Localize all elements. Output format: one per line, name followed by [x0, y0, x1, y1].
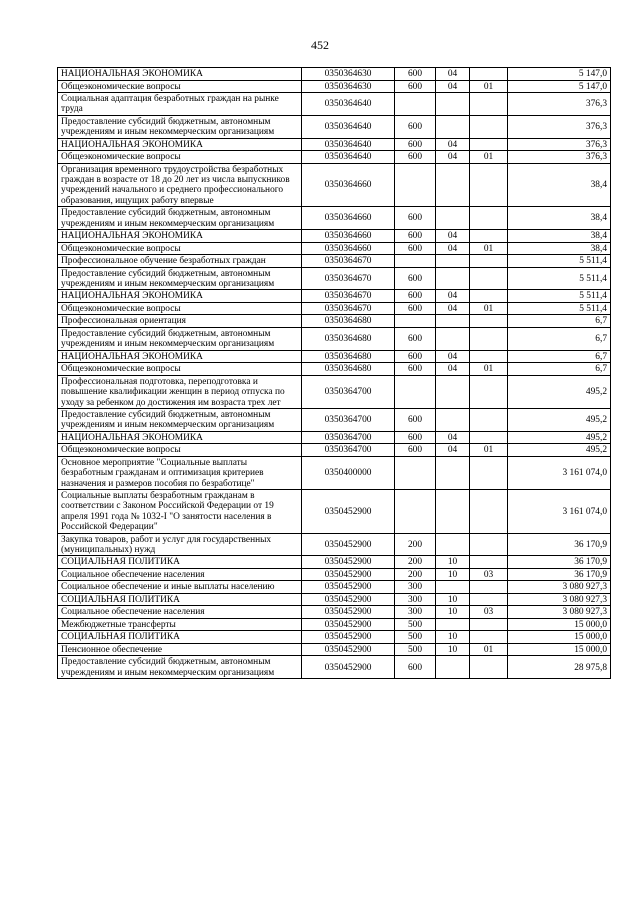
row-name-cell: Профессиональная ориентация [58, 315, 302, 328]
amount-cell: 5 511,4 [508, 302, 611, 315]
section-cell [436, 533, 470, 556]
row-name-cell: Профессиональное обучение безработных граждан [58, 255, 302, 268]
amount-cell: 6,7 [508, 363, 611, 376]
target-code-cell: 0350452900 [302, 593, 395, 606]
section-cell: 04 [436, 350, 470, 363]
subsection-cell [470, 138, 508, 151]
table-row [58, 327, 611, 350]
expense-type-cell: 500 [395, 643, 436, 656]
row-name-cell: Общеэкономические вопросы [58, 444, 302, 457]
section-cell [436, 315, 470, 328]
row-name-cell: НАЦИОНАЛЬНАЯ ЭКОНОМИКА [58, 431, 302, 444]
subsection-cell: 03 [470, 568, 508, 581]
section-cell: 04 [436, 230, 470, 243]
amount-cell: 5 147,0 [508, 68, 611, 81]
section-cell: 10 [436, 556, 470, 569]
expense-type-cell: 600 [395, 290, 436, 303]
target-code-cell: 0350364670 [302, 302, 395, 315]
table-row [58, 568, 611, 581]
section-cell: 10 [436, 643, 470, 656]
row-name-cell: Закупка товаров, работ и услуг для государственных (муниципальных) нужд [58, 533, 302, 556]
row-name-cell: СОЦИАЛЬНАЯ ПОЛИТИКА [58, 593, 302, 606]
section-cell [436, 93, 470, 116]
row-name-cell: Общеэкономические вопросы [58, 242, 302, 255]
subsection-cell [470, 255, 508, 268]
table-row [58, 408, 611, 431]
row-name-cell: Социальные выплаты безработным гражданам в соответствии с Законом Российской Федерации от 19 апреля 1991 года № 1032-I "О занятости населения в Российской Федерации" [58, 489, 302, 533]
expense-type-cell [395, 163, 436, 207]
row-name-cell: Общеэкономические вопросы [58, 80, 302, 93]
target-code-cell: 0350452900 [302, 581, 395, 594]
expense-type-cell: 500 [395, 631, 436, 644]
expense-type-cell: 600 [395, 115, 436, 138]
section-cell [436, 375, 470, 408]
table-row [58, 302, 611, 315]
subsection-cell [470, 68, 508, 81]
table-row [58, 444, 611, 457]
row-name-cell: Предоставление субсидий бюджетным, автономным учреждениям и иным некоммерческим организациям [58, 207, 302, 230]
table-row [58, 255, 611, 268]
section-cell [436, 489, 470, 533]
expense-type-cell: 200 [395, 533, 436, 556]
target-code-cell: 0350452900 [302, 618, 395, 631]
subsection-cell [470, 375, 508, 408]
target-code-cell: 0350364630 [302, 80, 395, 93]
section-cell: 10 [436, 631, 470, 644]
table-row [58, 290, 611, 303]
subsection-cell [470, 431, 508, 444]
row-name-cell: Предоставление субсидий бюджетным, автономным учреждениям и иным некоммерческим организациям [58, 115, 302, 138]
amount-cell: 38,4 [508, 230, 611, 243]
row-name-cell: Общеэкономические вопросы [58, 363, 302, 376]
amount-cell: 38,4 [508, 163, 611, 207]
section-cell: 10 [436, 606, 470, 619]
target-code-cell: 0350400000 [302, 456, 395, 489]
expense-type-cell: 600 [395, 363, 436, 376]
row-name-cell: НАЦИОНАЛЬНАЯ ЭКОНОМИКА [58, 350, 302, 363]
subsection-cell [470, 350, 508, 363]
amount-cell: 3 080 927,3 [508, 606, 611, 619]
target-code-cell: 0350364700 [302, 431, 395, 444]
subsection-cell [470, 290, 508, 303]
expense-type-cell: 600 [395, 408, 436, 431]
subsection-cell [470, 656, 508, 679]
row-name-cell: Предоставление субсидий бюджетным, автономным учреждениям и иным некоммерческим организациям [58, 327, 302, 350]
expense-type-cell: 600 [395, 207, 436, 230]
section-cell [436, 163, 470, 207]
page-number: 452 [311, 38, 329, 52]
table-row [58, 375, 611, 408]
section-cell: 04 [436, 290, 470, 303]
subsection-cell: 03 [470, 606, 508, 619]
target-code-cell: 0350364640 [302, 93, 395, 116]
amount-cell: 495,2 [508, 444, 611, 457]
expense-type-cell [395, 315, 436, 328]
table-row [58, 618, 611, 631]
row-name-cell: Профессиональная подготовка, переподготовка и повышение квалификации женщин в период отпуска по уходу за ребенком до достижения им возраста трех лет [58, 375, 302, 408]
amount-cell: 3 080 927,3 [508, 593, 611, 606]
row-name-cell: Предоставление субсидий бюджетным, автономным учреждениям и иным некоммерческим организациям [58, 656, 302, 679]
target-code-cell: 0350452900 [302, 606, 395, 619]
table-row [58, 138, 611, 151]
expense-type-cell: 300 [395, 581, 436, 594]
amount-cell: 36 170,9 [508, 568, 611, 581]
expense-type-cell: 600 [395, 267, 436, 290]
expense-type-cell [395, 375, 436, 408]
row-name-cell: Социальное обеспечение и иные выплаты населению [58, 581, 302, 594]
table-row [58, 267, 611, 290]
target-code-cell: 0350364700 [302, 375, 395, 408]
target-code-cell: 0350452900 [302, 631, 395, 644]
subsection-cell [470, 631, 508, 644]
subsection-cell [470, 593, 508, 606]
expense-type-cell: 300 [395, 606, 436, 619]
row-name-cell: НАЦИОНАЛЬНАЯ ЭКОНОМИКА [58, 138, 302, 151]
subsection-cell [470, 115, 508, 138]
expense-type-cell: 600 [395, 350, 436, 363]
target-code-cell: 0350452900 [302, 568, 395, 581]
row-name-cell: Социальное обеспечение населения [58, 568, 302, 581]
section-cell: 04 [436, 302, 470, 315]
amount-cell: 6,7 [508, 327, 611, 350]
table-row [58, 456, 611, 489]
section-cell [436, 581, 470, 594]
target-code-cell: 0350452900 [302, 656, 395, 679]
table-row [58, 581, 611, 594]
row-name-cell: Предоставление субсидий бюджетным, автономным учреждениям и иным некоммерческим организациям [58, 267, 302, 290]
table-row [58, 363, 611, 376]
subsection-cell: 01 [470, 363, 508, 376]
target-code-cell: 0350364640 [302, 138, 395, 151]
table-row [58, 207, 611, 230]
section-cell [436, 327, 470, 350]
subsection-cell: 01 [470, 302, 508, 315]
subsection-cell [470, 230, 508, 243]
expense-type-cell: 200 [395, 556, 436, 569]
section-cell [436, 115, 470, 138]
row-name-cell: НАЦИОНАЛЬНАЯ ЭКОНОМИКА [58, 68, 302, 81]
amount-cell: 36 170,9 [508, 533, 611, 556]
row-name-cell: Пенсионное обеспечение [58, 643, 302, 656]
expense-type-cell: 300 [395, 593, 436, 606]
target-code-cell: 0350364700 [302, 408, 395, 431]
row-name-cell: Предоставление субсидий бюджетным, автономным учреждениям и иным некоммерческим организациям [58, 408, 302, 431]
amount-cell: 5 147,0 [508, 80, 611, 93]
subsection-cell: 01 [470, 151, 508, 164]
amount-cell: 3 080 927,3 [508, 581, 611, 594]
table-row [58, 315, 611, 328]
section-cell: 04 [436, 138, 470, 151]
table-row [58, 151, 611, 164]
subsection-cell: 01 [470, 444, 508, 457]
section-cell: 04 [436, 363, 470, 376]
table-row [58, 489, 611, 533]
section-cell: 10 [436, 593, 470, 606]
subsection-cell [470, 408, 508, 431]
table-row [58, 163, 611, 207]
expense-type-cell: 600 [395, 138, 436, 151]
target-code-cell: 0350364640 [302, 151, 395, 164]
amount-cell: 15 000,0 [508, 643, 611, 656]
section-cell [436, 656, 470, 679]
budget-table [57, 67, 611, 679]
budget-table-body [58, 68, 611, 679]
table-row [58, 656, 611, 679]
section-cell: 10 [436, 568, 470, 581]
expense-type-cell: 600 [395, 656, 436, 679]
subsection-cell [470, 93, 508, 116]
expense-type-cell: 600 [395, 230, 436, 243]
expense-type-cell: 600 [395, 151, 436, 164]
table-row [58, 115, 611, 138]
expense-type-cell: 200 [395, 568, 436, 581]
row-name-cell: СОЦИАЛЬНАЯ ПОЛИТИКА [58, 631, 302, 644]
row-name-cell: Социальная адаптация безработных граждан на рынке труда [58, 93, 302, 116]
target-code-cell: 0350364680 [302, 315, 395, 328]
section-cell [436, 408, 470, 431]
amount-cell: 376,3 [508, 138, 611, 151]
amount-cell: 15 000,0 [508, 618, 611, 631]
table-row [58, 593, 611, 606]
expense-type-cell: 600 [395, 302, 436, 315]
amount-cell: 28 975,8 [508, 656, 611, 679]
table-row [58, 431, 611, 444]
table-row [58, 68, 611, 81]
subsection-cell [470, 315, 508, 328]
section-cell [436, 456, 470, 489]
section-cell [436, 618, 470, 631]
table-row [58, 533, 611, 556]
row-name-cell: Межбюджетные трансферты [58, 618, 302, 631]
target-code-cell: 0350452900 [302, 533, 395, 556]
section-cell [436, 267, 470, 290]
target-code-cell: 0350364660 [302, 242, 395, 255]
subsection-cell [470, 207, 508, 230]
target-code-cell: 0350452900 [302, 489, 395, 533]
amount-cell: 6,7 [508, 315, 611, 328]
amount-cell: 3 161 074,0 [508, 489, 611, 533]
section-cell [436, 207, 470, 230]
target-code-cell: 0350364700 [302, 444, 395, 457]
amount-cell: 36 170,9 [508, 556, 611, 569]
amount-cell: 38,4 [508, 207, 611, 230]
amount-cell: 5 511,4 [508, 290, 611, 303]
section-cell: 04 [436, 444, 470, 457]
amount-cell: 495,2 [508, 375, 611, 408]
subsection-cell [470, 533, 508, 556]
target-code-cell: 0350364670 [302, 267, 395, 290]
amount-cell: 38,4 [508, 242, 611, 255]
amount-cell: 15 000,0 [508, 631, 611, 644]
expense-type-cell: 500 [395, 618, 436, 631]
table-row [58, 230, 611, 243]
subsection-cell [470, 163, 508, 207]
target-code-cell: 0350452900 [302, 643, 395, 656]
target-code-cell: 0350364630 [302, 68, 395, 81]
table-row [58, 242, 611, 255]
section-cell: 04 [436, 242, 470, 255]
target-code-cell: 0350364680 [302, 327, 395, 350]
table-row [58, 631, 611, 644]
row-name-cell: Общеэкономические вопросы [58, 302, 302, 315]
expense-type-cell [395, 93, 436, 116]
amount-cell: 5 511,4 [508, 255, 611, 268]
row-name-cell: Социальное обеспечение населения [58, 606, 302, 619]
subsection-cell [470, 267, 508, 290]
amount-cell: 6,7 [508, 350, 611, 363]
row-name-cell: Организация временного трудоустройства безработных граждан в возрасте от 18 до 20 лет из числа выпускников учреждений начального и среднего профессионального образования, ищущих работу впервые [58, 163, 302, 207]
expense-type-cell [395, 255, 436, 268]
row-name-cell: НАЦИОНАЛЬНАЯ ЭКОНОМИКА [58, 230, 302, 243]
subsection-cell: 01 [470, 643, 508, 656]
target-code-cell: 0350364670 [302, 290, 395, 303]
expense-type-cell: 600 [395, 242, 436, 255]
row-name-cell: НАЦИОНАЛЬНАЯ ЭКОНОМИКА [58, 290, 302, 303]
row-name-cell: Основное мероприятие "Социальные выплаты безработным гражданам и оптимизация критериев назначения и размеров пособия по безработице" [58, 456, 302, 489]
section-cell [436, 255, 470, 268]
subsection-cell [470, 618, 508, 631]
subsection-cell [470, 556, 508, 569]
amount-cell: 495,2 [508, 408, 611, 431]
target-code-cell: 0350364640 [302, 115, 395, 138]
section-cell: 04 [436, 151, 470, 164]
subsection-cell [470, 489, 508, 533]
amount-cell: 376,3 [508, 115, 611, 138]
amount-cell: 495,2 [508, 431, 611, 444]
table-row [58, 80, 611, 93]
expense-type-cell [395, 489, 436, 533]
expense-type-cell: 600 [395, 431, 436, 444]
subsection-cell [470, 327, 508, 350]
target-code-cell: 0350364660 [302, 163, 395, 207]
amount-cell: 3 161 074,0 [508, 456, 611, 489]
target-code-cell: 0350364670 [302, 255, 395, 268]
table-row [58, 556, 611, 569]
target-code-cell: 0350364680 [302, 350, 395, 363]
expense-type-cell: 600 [395, 68, 436, 81]
subsection-cell: 01 [470, 80, 508, 93]
amount-cell: 5 511,4 [508, 267, 611, 290]
table-row [58, 606, 611, 619]
amount-cell: 376,3 [508, 151, 611, 164]
expense-type-cell: 600 [395, 327, 436, 350]
target-code-cell: 0350364660 [302, 207, 395, 230]
target-code-cell: 0350452900 [302, 556, 395, 569]
target-code-cell: 0350364680 [302, 363, 395, 376]
amount-cell: 376,3 [508, 93, 611, 116]
table-row [58, 350, 611, 363]
table-row [58, 93, 611, 116]
section-cell: 04 [436, 80, 470, 93]
expense-type-cell: 600 [395, 444, 436, 457]
row-name-cell: СОЦИАЛЬНАЯ ПОЛИТИКА [58, 556, 302, 569]
table-row [58, 643, 611, 656]
expense-type-cell [395, 456, 436, 489]
expense-type-cell: 600 [395, 80, 436, 93]
subsection-cell: 01 [470, 242, 508, 255]
subsection-cell [470, 456, 508, 489]
row-name-cell: Общеэкономические вопросы [58, 151, 302, 164]
section-cell: 04 [436, 68, 470, 81]
subsection-cell [470, 581, 508, 594]
section-cell: 04 [436, 431, 470, 444]
target-code-cell: 0350364660 [302, 230, 395, 243]
